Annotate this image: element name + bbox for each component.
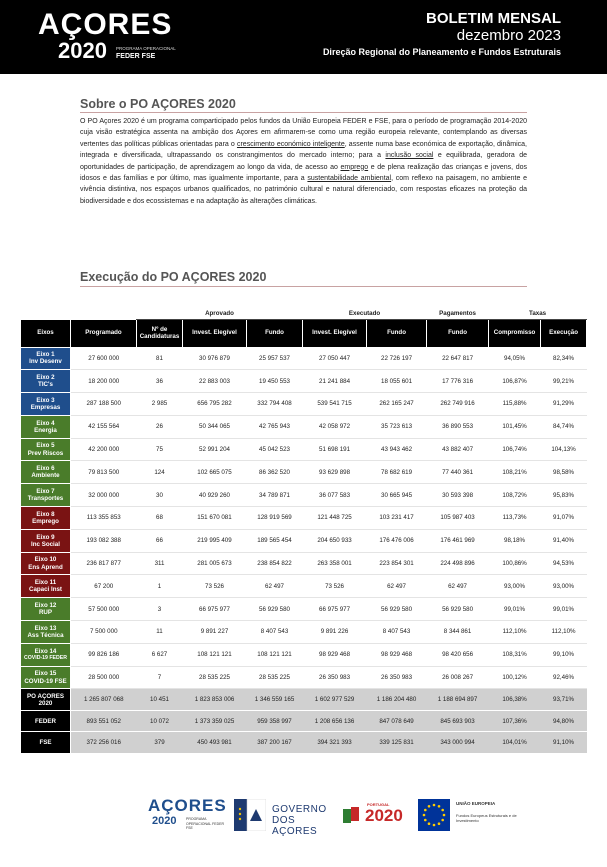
table-cell: 8 407 543: [367, 621, 427, 644]
table-row: [21, 393, 587, 416]
axis-name: Inc Social: [31, 540, 60, 548]
table-cell: 22 883 003: [183, 370, 247, 393]
axis-number: Eixo 7: [36, 487, 55, 495]
table-cell: 86 362 520: [247, 461, 303, 484]
axis-number: Eixo 2: [36, 373, 55, 381]
table-cell: 98,18%: [489, 529, 541, 552]
table-cell: 25 957 537: [247, 347, 303, 370]
table-cell: 62 497: [427, 575, 489, 598]
table-cell: 43 882 407: [427, 438, 489, 461]
header-info: [323, 10, 561, 59]
total-label: PO AÇORES: [27, 692, 64, 700]
table-cell: 28 500 000: [71, 666, 137, 689]
total-cell: 343 000 994: [427, 732, 489, 754]
execution-section-divider: [80, 286, 527, 287]
table-cell: 67 200: [71, 575, 137, 598]
total-cell: 91,10%: [541, 732, 587, 754]
footer-acores-name: AÇORES: [148, 796, 227, 815]
table-cell: 99,01%: [541, 598, 587, 621]
about-paragraph: [80, 116, 527, 207]
table-row: [21, 461, 587, 484]
table-cell: 8 344 861: [427, 621, 489, 644]
table-cell: 91,40%: [541, 529, 587, 552]
table-cell: 106,74%: [489, 438, 541, 461]
axis-name: TIC's: [38, 381, 53, 389]
about-highlight-4: sustentabilidade ambiental: [307, 175, 392, 183]
table-cell: 151 670 081: [183, 507, 247, 530]
table-cell: 68: [137, 507, 183, 530]
total-cell: 959 358 997: [247, 710, 303, 732]
table-cell: 93 629 898: [303, 461, 367, 484]
table-cell: 124: [137, 461, 183, 484]
table-cell: 115,88%: [489, 393, 541, 416]
axis-label-cell: [21, 507, 71, 530]
table-cell: 62 497: [247, 575, 303, 598]
table-cell: 42 058 972: [303, 415, 367, 438]
table-cell: 8 407 543: [247, 621, 303, 644]
portugal-2020-logo: [341, 799, 413, 831]
table-row: [21, 529, 587, 552]
total-cell: 104,01%: [489, 732, 541, 754]
axis-name: Ens Aprend: [28, 563, 63, 571]
axis-number: Eixo 11: [34, 579, 57, 587]
table-cell: 56 929 580: [247, 598, 303, 621]
table-cell: 26 350 983: [303, 666, 367, 689]
total-cell: 1 265 807 068: [71, 689, 137, 711]
about-text-1: O PO Açores 2020 é um programa comparticipado pelos fundos da União Europeia FEDER e FSE, para o período de programação 2014-2020 cuja visão estratégica assenta na ambição dos Açores em afirmarem-se como uma região europeia relevante, contemplando as diversas vertentes das políticas públicas orientadas para o: [80, 118, 527, 148]
table-cell: 22 726 197: [367, 347, 427, 370]
table-cell: 36 890 553: [427, 415, 489, 438]
table-group-header: [21, 309, 587, 319]
table-cell: 281 005 673: [183, 552, 247, 575]
axis-number: Eixo 8: [36, 510, 55, 518]
table-cell: 27 600 000: [71, 347, 137, 370]
table-cell: 98 929 468: [367, 643, 427, 666]
table-cell: 1: [137, 575, 183, 598]
table-cell: 108,72%: [489, 484, 541, 507]
department-name: Direção Regional do Planeamento e Fundos Estruturais: [322, 47, 561, 57]
table-row: [21, 643, 587, 666]
table-cell: 223 854 301: [367, 552, 427, 575]
about-highlight-3: emprego: [340, 163, 369, 171]
table-cell: 93,00%: [541, 575, 587, 598]
axis-number: Eixo 12: [34, 601, 57, 609]
table-cell: 101,45%: [489, 415, 541, 438]
table-cell: 189 565 454: [247, 529, 303, 552]
logo-program: PROGRAMA OPERACIONAL: [116, 46, 176, 51]
axis-number: Eixo 1: [36, 351, 55, 359]
group-aprovado: Aprovado: [137, 309, 303, 319]
col-aprovado-invest: Invest. Elegível: [183, 319, 247, 347]
total-sublabel: 2020: [38, 699, 53, 707]
axis-label-cell: [21, 415, 71, 438]
table-cell: 28 535 225: [247, 666, 303, 689]
table-cell: 94,53%: [541, 552, 587, 575]
table-cell: 219 995 409: [183, 529, 247, 552]
table-cell: 263 358 001: [303, 552, 367, 575]
total-cell: 845 693 903: [427, 710, 489, 732]
col-programado: Programado: [71, 319, 137, 347]
table-row: [21, 484, 587, 507]
axis-name: Ass Técnica: [27, 631, 64, 639]
table-cell: 36: [137, 370, 183, 393]
table-cell: 103 231 417: [367, 507, 427, 530]
table-row: [21, 415, 587, 438]
col-eixos: Eixos: [21, 319, 71, 347]
total-cell: 10 072: [137, 710, 183, 732]
axis-label-cell: [21, 484, 71, 507]
axis-number: Eixo 10: [34, 556, 57, 564]
table-cell: 100,12%: [489, 666, 541, 689]
table-cell: 3: [137, 598, 183, 621]
table-cell: 30 976 879: [183, 347, 247, 370]
table-cell: 18 055 601: [367, 370, 427, 393]
table-cell: 238 854 822: [247, 552, 303, 575]
table-cell: 262 165 247: [367, 393, 427, 416]
execution-section-title: Execução do PO AÇORES 2020: [80, 270, 267, 284]
table-cell: 108 121 121: [247, 643, 303, 666]
table-cell: 50 344 065: [183, 415, 247, 438]
total-label: FSE: [39, 739, 52, 747]
table-cell: 78 682 619: [367, 461, 427, 484]
axis-number: Eixo 13: [34, 624, 57, 632]
table-cell: 121 448 725: [303, 507, 367, 530]
about-section-title: Sobre o PO AÇORES 2020: [80, 97, 236, 111]
logo-name: AÇORES: [38, 8, 173, 41]
group-pagamentos: Pagamentos: [427, 309, 489, 319]
table-cell: 128 919 569: [247, 507, 303, 530]
table-cell: 35 723 613: [367, 415, 427, 438]
table-cell: 62 497: [367, 575, 427, 598]
table-cell: 104,13%: [541, 438, 587, 461]
table-cell: 42 200 000: [71, 438, 137, 461]
table-row: [21, 507, 587, 530]
axis-number: Eixo 14: [34, 647, 57, 655]
table-cell: 45 042 523: [247, 438, 303, 461]
total-label-cell: [21, 689, 71, 711]
about-highlight-2: inclusão social: [385, 152, 434, 160]
axis-label-cell: [21, 438, 71, 461]
page-header: [0, 0, 607, 74]
group-taxas: Taxas: [489, 309, 587, 319]
table-cell: 236 817 877: [71, 552, 137, 575]
total-row: [21, 732, 587, 754]
table-cell: 22 647 817: [427, 347, 489, 370]
table-cell: 26 350 983: [367, 666, 427, 689]
table-cell: 36 077 583: [303, 484, 367, 507]
uniao-europeia-logo: [418, 797, 538, 833]
execution-table: [20, 309, 587, 754]
acores-2020-logo: [38, 8, 176, 66]
axis-label-cell: [21, 370, 71, 393]
total-cell: 1 188 694 897: [427, 689, 489, 711]
table-cell: 56 929 580: [367, 598, 427, 621]
axis-name: COVID-19 FSE: [24, 677, 67, 685]
axis-label-cell: [21, 666, 71, 689]
total-cell: 1 373 359 025: [183, 710, 247, 732]
table-cell: 98 929 468: [303, 643, 367, 666]
table-cell: 21 241 884: [303, 370, 367, 393]
table-cell: 176 461 969: [427, 529, 489, 552]
table-cell: 98,58%: [541, 461, 587, 484]
table-cell: 66: [137, 529, 183, 552]
table-cell: 28 535 225: [183, 666, 247, 689]
table-cell: 84,74%: [541, 415, 587, 438]
table-cell: 204 650 933: [303, 529, 367, 552]
table-cell: 108,21%: [489, 461, 541, 484]
footer-acores-logo: [148, 797, 228, 833]
col-aprovado-fundo: Fundo: [247, 319, 303, 347]
table-cell: 26 008 267: [427, 666, 489, 689]
table-row: [21, 598, 587, 621]
table-cell: 98 420 656: [427, 643, 489, 666]
table-cell: 30 665 945: [367, 484, 427, 507]
about-text-3: e equilibrada, geradora de oportunidades de participação, de aprendizagem ao longo da vida, de acesso ao: [80, 152, 527, 171]
axis-label-cell: [21, 552, 71, 575]
table-cell: 106,87%: [489, 370, 541, 393]
total-cell: 1 602 977 529: [303, 689, 367, 711]
table-row: [21, 552, 587, 575]
axis-name: COVID-19 FEDER: [24, 654, 67, 661]
axis-number: Eixo 6: [36, 465, 55, 473]
governo-line2: DOS AÇORES: [272, 815, 318, 837]
table-cell: 332 794 408: [247, 393, 303, 416]
axis-number: Eixo 9: [36, 533, 55, 541]
total-cell: 107,36%: [489, 710, 541, 732]
governo-text: [272, 804, 334, 837]
footer-logos: [0, 795, 607, 835]
total-cell: 372 256 016: [71, 732, 137, 754]
table-row: [21, 370, 587, 393]
group-executado: Executado: [303, 309, 427, 319]
table-cell: 9 891 227: [183, 621, 247, 644]
table-row: [21, 666, 587, 689]
table-cell: 91,07%: [541, 507, 587, 530]
axis-label-cell: [21, 347, 71, 370]
table-cell: 94,05%: [489, 347, 541, 370]
table-cell: 42 765 943: [247, 415, 303, 438]
table-cell: 75: [137, 438, 183, 461]
total-cell: 847 078 649: [367, 710, 427, 732]
about-highlight-1: crescimento económico inteligente: [236, 140, 345, 148]
axis-name: Prev Riscos: [27, 449, 64, 457]
table-cell: 539 541 715: [303, 393, 367, 416]
table-cell: 73 526: [303, 575, 367, 598]
table-cell: 102 665 075: [183, 461, 247, 484]
table-row: [21, 575, 587, 598]
table-cell: 27 050 447: [303, 347, 367, 370]
table-cell: 108 121 121: [183, 643, 247, 666]
table-cell: 6 627: [137, 643, 183, 666]
total-label: FEDER: [35, 717, 56, 725]
table-cell: 11: [137, 621, 183, 644]
axis-number: Eixo 3: [36, 396, 55, 404]
eu-flag-icon: [418, 799, 450, 831]
axis-number: Eixo 5: [36, 442, 55, 450]
table-cell: 112,10%: [489, 621, 541, 644]
axis-name: RUP: [38, 609, 53, 617]
bulletin-title: BOLETIM MENSAL: [426, 10, 561, 27]
col-pagamentos-fundo: Fundo: [427, 319, 489, 347]
table-cell: 100,86%: [489, 552, 541, 575]
table-cell: 7: [137, 666, 183, 689]
table-cell: 77 440 361: [427, 461, 489, 484]
table-cell: 9 891 226: [303, 621, 367, 644]
table-cell: 32 000 000: [71, 484, 137, 507]
table-cell: 81: [137, 347, 183, 370]
table-cell: 66 975 977: [303, 598, 367, 621]
table-row: [21, 347, 587, 370]
total-row: [21, 689, 587, 711]
total-cell: 1 823 853 006: [183, 689, 247, 711]
axis-label-cell: [21, 598, 71, 621]
table-cell: 40 929 260: [183, 484, 247, 507]
table-cell: 176 476 006: [367, 529, 427, 552]
table-cell: 92,46%: [541, 666, 587, 689]
acores-flag-icon: [234, 799, 266, 831]
table-cell: 51 698 191: [303, 438, 367, 461]
total-cell: 450 493 981: [183, 732, 247, 754]
logo-fund: FEDER FSE: [116, 53, 156, 60]
table-cell: 79 813 500: [71, 461, 137, 484]
axis-label-cell: [21, 461, 71, 484]
table-cell: 93,00%: [489, 575, 541, 598]
eu-subtitle: Fundos Europeus Estruturais e de Investimento: [456, 813, 517, 823]
total-cell: 339 125 831: [367, 732, 427, 754]
table-cell: 30 593 398: [427, 484, 489, 507]
logo-year: 2020: [58, 38, 107, 63]
axis-name: Transportes: [27, 495, 64, 503]
total-cell: 893 551 052: [71, 710, 137, 732]
axis-label-cell: [21, 575, 71, 598]
total-label-cell: [21, 710, 71, 732]
total-row: [21, 710, 587, 732]
total-cell: 394 321 393: [303, 732, 367, 754]
table-cell: 95,83%: [541, 484, 587, 507]
table-cell: 17 776 316: [427, 370, 489, 393]
axis-label-cell: [21, 643, 71, 666]
table-cell: 18 200 000: [71, 370, 137, 393]
portugal-year: 2020: [365, 806, 403, 825]
table-cell: 19 450 553: [247, 370, 303, 393]
table-cell: 57 500 000: [71, 598, 137, 621]
table-row: [21, 621, 587, 644]
table-cell: 224 498 896: [427, 552, 489, 575]
table-cell: 73 526: [183, 575, 247, 598]
axis-name: Emprego: [32, 517, 59, 525]
table-cell: 99,21%: [541, 370, 587, 393]
axis-name: Capaci Inst: [28, 586, 62, 594]
about-text-4: e de plena realização das crianças e jovens, dos idosos e das famílias e por último, mas igualmente importante, para a: [80, 163, 527, 183]
table-cell: 656 795 282: [183, 393, 247, 416]
total-cell: 379: [137, 732, 183, 754]
table-cell: 105 987 403: [427, 507, 489, 530]
total-label-cell: [21, 732, 71, 754]
portugal-label: PORTUGAL: [367, 802, 390, 807]
table-cell: 2 985: [137, 393, 183, 416]
governo-acores-logo: [234, 799, 334, 837]
about-text-2: , assente numa base económica de exportação, dinâmica, integrada e diversificada, ultrapassando os constrangimentos do mercado interno; para a: [80, 140, 527, 160]
axis-label-cell: [21, 393, 71, 416]
table-cell: 52 991 204: [183, 438, 247, 461]
table-cell: 113 355 853: [71, 507, 137, 530]
about-section-divider: [80, 112, 527, 113]
table-cell: 43 943 462: [367, 438, 427, 461]
table-cell: 34 789 871: [247, 484, 303, 507]
table-cell: 287 188 500: [71, 393, 137, 416]
table-cell: 66 975 977: [183, 598, 247, 621]
bulletin-date: dezembro 2023: [456, 27, 561, 44]
col-executado-fundo: Fundo: [367, 319, 427, 347]
total-cell: 1 186 204 480: [367, 689, 427, 711]
col-executado-invest: Invest. Elegível: [303, 319, 367, 347]
table-cell: 193 082 388: [71, 529, 137, 552]
axis-label-cell: [21, 621, 71, 644]
axis-name: Ambiente: [31, 472, 60, 480]
eu-title: UNIÃO EUROPEIA: [456, 801, 496, 806]
table-cell: 26: [137, 415, 183, 438]
footer-acores-year: 2020: [152, 815, 177, 827]
col-compromisso: Compromisso: [489, 319, 541, 347]
axis-name: Energia: [34, 426, 57, 434]
total-cell: 10 451: [137, 689, 183, 711]
total-cell: 93,71%: [541, 689, 587, 711]
footer-acores-sub: PROGRAMA OPERACIONAL FEDER FSE: [186, 817, 224, 830]
total-cell: 1 346 559 165: [247, 689, 303, 711]
table-cell: 112,10%: [541, 621, 587, 644]
table-cell: 56 929 580: [427, 598, 489, 621]
table-cell: 262 749 916: [427, 393, 489, 416]
table-column-header: [21, 319, 587, 347]
table-cell: 311: [137, 552, 183, 575]
table-cell: 108,31%: [489, 643, 541, 666]
table-row: [21, 438, 587, 461]
table-cell: 82,34%: [541, 347, 587, 370]
axis-number: Eixo 15: [34, 670, 57, 678]
portugal-2020-mark-icon: [341, 805, 361, 825]
about-text-5: , com reflexo na paisagem, no ambiente e vivência distintiva, nos espaços urbanos qualificados, no património cultural e natural diferenciado, com respostas eficazes na proteção da biodiversidade e dos ecossistemas e na adaptação às alterações climáticas.: [80, 175, 527, 205]
table-cell: 91,29%: [541, 393, 587, 416]
axis-label-cell: [21, 529, 71, 552]
table-cell: 7 500 000: [71, 621, 137, 644]
total-cell: 106,38%: [489, 689, 541, 711]
table-cell: 99,10%: [541, 643, 587, 666]
table-cell: 99,01%: [489, 598, 541, 621]
total-cell: 1 208 656 136: [303, 710, 367, 732]
total-cell: 387 200 167: [247, 732, 303, 754]
table-cell: 30: [137, 484, 183, 507]
axis-name: Empresas: [30, 403, 61, 411]
table-cell: 99 826 186: [71, 643, 137, 666]
governo-line1: GOVERNO: [272, 804, 327, 815]
axis-name: Inv Desenv: [29, 358, 62, 366]
col-candidaturas: Nº de Candidaturas: [137, 319, 183, 347]
axis-number: Eixo 4: [36, 419, 55, 427]
total-cell: 94,80%: [541, 710, 587, 732]
table-cell: 42 155 564: [71, 415, 137, 438]
col-execucao: Execução: [541, 319, 587, 347]
table-cell: 113,73%: [489, 507, 541, 530]
